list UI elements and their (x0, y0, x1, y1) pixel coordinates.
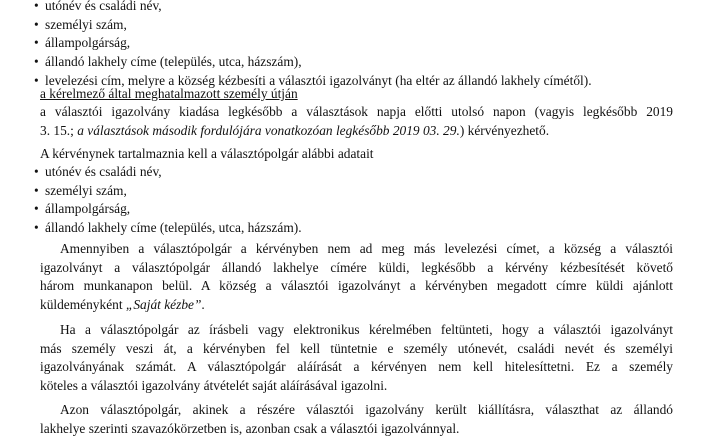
list-item: • személyi szám, (34, 182, 127, 198)
bullet-icon: • (34, 164, 39, 179)
bullet-icon: • (34, 54, 39, 70)
list-item: • utónév és családi név, (34, 164, 162, 179)
bullet-icon: • (34, 72, 39, 88)
third-party-pickup-paragraph: Ha a választópolgár az írásbeli vagy elektronikus kérelmében feltünteti, hogy a választói igazolványt más személy veszi át, a kérvényben fel kell tüntetnie e személy utónevét, családi nevét és személyi igazolványának számát. A választópolgár aláírását a kérvényen nem kell hitelesíttetni. Ez a személy köteles a választói igazolvány átvételét saját aláírásával igazolni. (40, 322, 673, 393)
bullet-icon: • (34, 220, 39, 236)
list-item: • utónév és családi név, (34, 0, 592, 16)
list-item: • levelezési cím, melyre a község kézbesíti a választói igazolványt (ha eltér az állandó lakhely címétől). (34, 72, 592, 88)
bullet-icon: • (34, 201, 39, 217)
list-item: • állandó lakhely címe (település, utca, házszám). (34, 220, 302, 236)
list-item: • személyi szám, (34, 16, 127, 32)
list-item: • állandó lakhely címe (település, utca, házszám), (34, 54, 302, 70)
bullet-icon: • (34, 35, 39, 51)
list-item: • állampolgárság, (34, 35, 131, 51)
bullet-icon: • (34, 16, 39, 32)
required-data-list-1 (34, 0, 592, 90)
voting-with-certificate-paragraph: Azon választópolgár, akinek a részére választói igazolvány került kiállításra, választhat az állandó lakhelye szerinti szavazókörzetben is, azonban csak a választói igazolvánnyal. (40, 402, 673, 436)
proxy-deadline-paragraph: a választói igazolvány kiadása legkésőbb a választások napja előtti utolsó napon (vagyis legkésőbb 2019 3. 15.; a választások második fordulójára vonatkozóan legkésőbb 2019 03. 29.) kérvényezhető. (40, 104, 673, 138)
section-heading-proxy: a kérelmező által meghatalmazott személy útján (40, 86, 298, 101)
list-item: • állampolgárság, (34, 201, 131, 217)
required-data-intro: A kérvénynek tartalmaznia kell a választópolgár alábbi adatait (40, 146, 374, 161)
bullet-icon: • (34, 0, 39, 13)
delivery-address-paragraph: Amennyiben a választópolgár a kérvényben nem ad meg más levelezési címet, a község a választói igazolványt a választópolgár állandó lakhelye címére küldi, legkésőbb a kérvény kézbesítését követő három munkanapon belül. A község a választói igazolványt a kérvényben megadott címre küldi ajánlott küldeményként „Saját kézbe”. (40, 241, 673, 312)
required-data-list-2 (34, 163, 302, 238)
bullet-icon: • (34, 182, 39, 198)
